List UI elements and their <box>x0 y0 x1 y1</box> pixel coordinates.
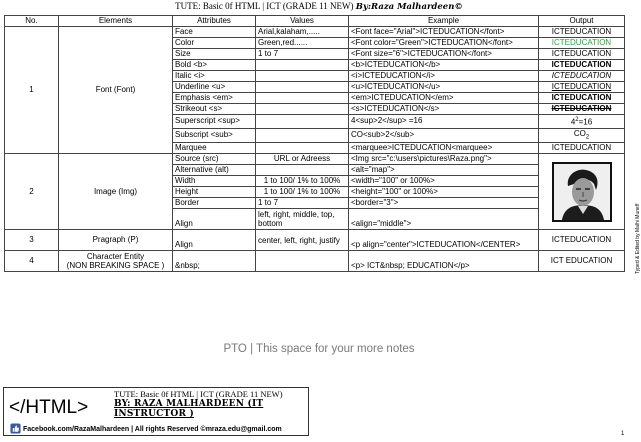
facebook-like-icon <box>10 423 21 434</box>
attribute-cell: &nbsp; <box>173 251 256 272</box>
example-cell: 4<sup>2</sup> =16 <box>349 115 539 129</box>
output-cell: ICTEDUCATION <box>539 38 625 49</box>
output-cell: ICT EDUCATION <box>539 251 625 272</box>
value-cell: URL or Adreess <box>256 154 349 165</box>
value-cell: 1 to 7 <box>256 49 349 60</box>
col-header-no: No. <box>5 16 59 27</box>
output-cell: ICTEDUCATION <box>539 230 625 251</box>
example-cell: <alt="map"> <box>349 165 539 176</box>
example-cell: <border="3"> <box>349 198 539 209</box>
output-cell <box>539 128 625 143</box>
attribute-cell: Italic <i> <box>173 71 256 82</box>
output-base: 4 <box>570 117 576 127</box>
footer-contact-text: Facebook.com/RazaMalhardeen | All rights Reserved ©mraza.edu@gmail.com <box>23 426 282 433</box>
element-name: Font (Font) <box>59 27 173 154</box>
output-cell: ICTEDUCATION <box>539 60 625 71</box>
value-cell: left, right, middle, top, bottom <box>256 209 349 230</box>
row-number: 1 <box>5 27 59 154</box>
value-cell <box>256 115 349 129</box>
row-number: 4 <box>5 251 59 272</box>
value-cell <box>256 60 349 71</box>
example-cell: <Font face="Arial">ICTEDUCATION</font> <box>349 27 539 38</box>
example-cell: <height="100" or 100%> <box>349 187 539 198</box>
example-cell: <i>ICTEDUCATION</i> <box>349 71 539 82</box>
attribute-cell: Emphasis <em> <box>173 93 256 104</box>
attribute-cell: Alternative (alt) <box>173 165 256 176</box>
attribute-cell: Height <box>173 187 256 198</box>
attribute-cell: Border <box>173 198 256 209</box>
col-header-values: Values <box>256 16 349 27</box>
output-tail: =16 <box>578 117 593 127</box>
notes-space-text: PTO | This space for your more notes <box>223 343 415 355</box>
example-cell: <p align="center">ICTEDUCATION</CENTER> <box>349 230 539 251</box>
footer-author: BY: RAZA MALHARDEEN (IT INSTRUCTOR ) <box>114 399 264 419</box>
output-cell: ICTEDUCATION <box>539 104 625 115</box>
value-cell <box>256 143 349 154</box>
element-name <box>59 251 173 272</box>
output-cell <box>539 115 625 129</box>
col-header-elements: Elements <box>59 16 173 27</box>
example-cell: <p> ICT&nbsp; EDUCATION</p> <box>349 251 539 272</box>
portrait-image <box>554 164 610 220</box>
value-cell <box>256 251 349 272</box>
output-cell: ICTEDUCATION <box>539 49 625 60</box>
example-cell: <b>ICTEDUCATION</b> <box>349 60 539 71</box>
footer-box <box>3 387 309 436</box>
attribute-cell: Marquee <box>173 143 256 154</box>
output-subscript: 2 <box>585 134 590 141</box>
example-cell: <u>ICTEDUCATION</u> <box>349 82 539 93</box>
example-cell: <align="middle"> <box>349 209 539 230</box>
output-image-cell <box>539 154 625 230</box>
example-cell: <em>ICTEDUCATION</em> <box>349 93 539 104</box>
output-cell: ICTEDUCATION <box>539 82 625 93</box>
example-cell: <Font color="Green">ICTEDUCATION</font> <box>349 38 539 49</box>
example-cell: CO<sub>2</sub> <box>349 128 539 143</box>
col-header-output: Output <box>539 16 625 27</box>
output-cell: ICTEDUCATION <box>539 143 625 154</box>
page-number: 1 <box>621 431 625 437</box>
example-cell: <Font size="6">ICTEDUCATION</font> <box>349 49 539 60</box>
html-tags-table <box>4 15 625 272</box>
example-cell: <Img src="c:\users\pictures\Raza.png"> <box>349 154 539 165</box>
side-credit <box>625 154 641 274</box>
element-name: Image (Img) <box>59 154 173 230</box>
example-cell: <marquee>ICTEDUCATION<marquee> <box>349 143 539 154</box>
value-cell: 1 to 100/ 1% to 100% <box>256 187 349 198</box>
title-text: TUTE: Basic 0f HTML | ICT (GRADE 11 NEW) <box>175 1 354 11</box>
example-cell: <width="100" or 100%> <box>349 176 539 187</box>
table-row <box>5 251 625 272</box>
value-cell <box>256 165 349 176</box>
attribute-cell: Subscript <sub> <box>173 128 256 143</box>
document-title <box>0 1 638 12</box>
value-cell <box>256 82 349 93</box>
table-row <box>5 27 625 38</box>
element-name: Pragraph (P) <box>59 230 173 251</box>
col-header-attributes: Attributes <box>173 16 256 27</box>
row-number: 3 <box>5 230 59 251</box>
attribute-cell: Strikeout <s> <box>173 104 256 115</box>
attribute-cell: Align <box>173 209 256 230</box>
col-header-example: Example <box>349 16 539 27</box>
output-cell: ICTEDUCATION <box>539 71 625 82</box>
author-credit: By:Raza Malhardeen© <box>355 2 463 12</box>
value-cell: 1 to 100/ 1% to 100% <box>256 176 349 187</box>
footer-contact <box>10 423 282 434</box>
value-cell: 1 to 7 <box>256 198 349 209</box>
value-cell: center, left, right, justify <box>256 230 349 251</box>
output-cell: ICTEDUCATION <box>539 93 625 104</box>
footer-title: TUTE: Basic 0f HTML | ICT (GRADE 11 NEW) <box>114 389 283 399</box>
attribute-cell: Face <box>173 27 256 38</box>
element-name-line1: Character Entity <box>86 252 145 262</box>
value-cell: Green,red...... <box>256 38 349 49</box>
table-row <box>5 230 625 251</box>
attribute-cell: Underline <u> <box>173 82 256 93</box>
table-header-row <box>5 16 625 27</box>
attribute-cell: Size <box>173 49 256 60</box>
portrait-photo <box>552 162 612 222</box>
table-row <box>5 154 625 165</box>
output-cell: ICTEDUCATION <box>539 27 625 38</box>
output-base: CO <box>573 128 586 138</box>
side-credit-text: Typed & Edited by Malhi Muneff <box>635 203 641 274</box>
value-cell: Arial,kalaham,..... <box>256 27 349 38</box>
value-cell <box>256 104 349 115</box>
attribute-cell: Superscript <sup> <box>173 115 256 129</box>
row-number: 2 <box>5 154 59 230</box>
closing-html-tag: </HTML> <box>9 397 89 418</box>
example-cell: <s>ICTEDUCATION</s> <box>349 104 539 115</box>
attribute-cell: Align <box>173 230 256 251</box>
attribute-cell: Width <box>173 176 256 187</box>
output-superscript: 2 <box>575 117 579 123</box>
value-cell <box>256 93 349 104</box>
attribute-cell: Bold <b> <box>173 60 256 71</box>
value-cell <box>256 128 349 143</box>
attribute-cell: Source (src) <box>173 154 256 165</box>
element-name-line2: (NON BREAKING SPACE ) <box>66 261 165 271</box>
attribute-cell: Color <box>173 38 256 49</box>
value-cell <box>256 71 349 82</box>
